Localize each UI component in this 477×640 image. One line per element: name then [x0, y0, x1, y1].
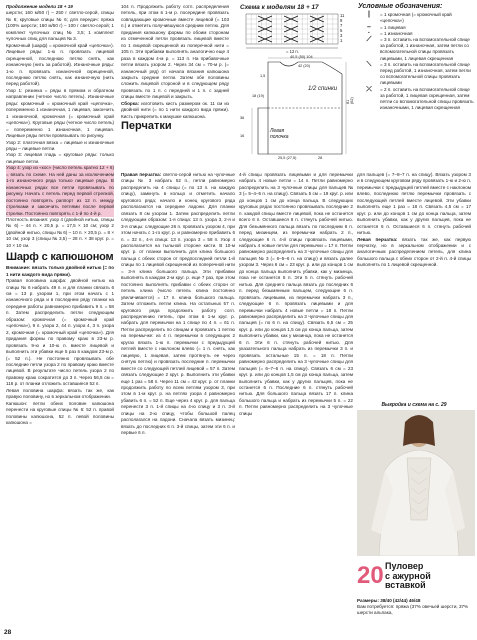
- thumb-paragraph: для пальцев (= 7–8–7 п. на спицу). Вязать узором 3 и в следующем круговом ряду провязать 1-ю и 2-ю п. перемычки с предыдущей петлей вместе с наклоном влево, последнюю петлю перемычки провязать с последующей петлей вместе лицевой. Эти убавки выполнять еще 1 раз = 18 п. Связать 4,5 см = 17 круг. р. или до концов 1 см до конца пальца, затем выполнить убавки, как у других пальцев, пока не останется 6 п. Оставшиеся 6 п. стянуть рабочей нитью.: [357, 172, 471, 236]
- hood-continued-paragraph: 104 п. Продолжить работу сотл. распределения петель, при этом в 1-м р. посередине провязать совпадающие кромочные вместе лицевой (= 103 п.) и отметить получившуюся средним петлю. Для придания капюшону формы по обоим сторонам из отмеченной петли провязать лицевой вместе по 1 лицевой скрещенной из поперечной нити = 105 п. Эти прибавки выполнять аналогично еще 4 раза в каждом 4-м р. = 113 п. На прибавочные петли вязать узором 2. Через 34 см = 70-м р. (= изнаночный ряд) от начала вязания капюшона закрыть средние петли. Затем обе половины сложить лицевой стороной и в следующем ряду провязать по 1 п. с передней и 1 п. с задней спицы вместе лицевой и закрыть.: [121, 4, 229, 100]
- model-details: [357, 598, 473, 617]
- legend-text: = 1 кромочная (= кромочный край «цепочка»): [380, 12, 452, 24]
- pattern-link: Выкройка и схема на с. 29: [381, 402, 447, 408]
- text-column-5: [357, 172, 471, 269]
- pattern1-paragraph: Узор 1: резинка = ряды в прямом и обратном направлении (четное число петель). Изнаночные ряды: кромочный = кромочный край «цепочка», попеременно 1 изнаночная, 1 лицевая, закончить 1 изнаночной, кромочная (= кромочный край «цепочка»). Круговые ряды (четное число петель) = попеременно 1 изнаночная, 1 лицевая. Лицевые ряды петли провязывать по рисунку.: [6, 87, 114, 139]
- legend-item: [358, 87, 474, 112]
- model-photo-illustration: [357, 410, 475, 556]
- model-name-line: вставкой: [385, 580, 426, 590]
- model-sizes: Размеры: 38/40 (42/44) 46/48: [357, 598, 421, 603]
- hood-paragraph: Капюшон: петли обеих половин капюшона перенести на круговые спицы № 6: 52 п. правой половины капюшона, 52 п. левой половины капюшона =: [6, 400, 114, 426]
- legend-text: = 1 изнаночная: [380, 30, 413, 36]
- legend-symbol: ⟍: [366, 60, 372, 68]
- right-half-paragraph: Правая половина шарфа: двойной нитью на спицы № 6 набрать 49 п. и для планки связать 6 см = 13 р. узором 1, при этом начать с 1 изнаночного ряда и в последнем ряду планки на середине работы равномерно прибавить 9 п. = 58 п. Затем распределить петли следующим образом: кромочная (= кромочный край «цепочка»), 9 п. узора 2, 44 п. узора 4, 3 п. узора 2, кромочная (= кромочный край «цепочка»). Для придания формы по правому краю в 23-м р. провязать 9-ю и 10-ю п. вместе лицевой и выполнить эти убавки еще 5 раз в каждом 23-м р. (= 52 п.). Не постоянно провязывать обе последние петли узора 2 по правому краю вместе лицевой. В результате число петель узора 2 по правому краю сократится до 3 п. Через 56,5 см = 116 р. от планки отложить оставшиеся 52 п.: [6, 278, 114, 387]
- row-label: 1: [340, 38, 343, 43]
- text-column-3: [121, 172, 235, 437]
- legend-text: = 1 лицевая: [380, 24, 406, 30]
- legend-item: [358, 12, 474, 24]
- left-half-paragraph: Левая половина шарфа: вязать так же, как правую половину, но в зеркальном отображении.: [6, 387, 114, 400]
- dim-left2: 16: [240, 134, 245, 138]
- dim-bottom-left: 25,5 (27,5): [278, 156, 297, 160]
- legend: [358, 4, 474, 111]
- legend-symbol: –: [367, 23, 371, 31]
- right-glove-text: светло-серой нитью на чулочные спицы № 3 набрать 52 п., петли равномерно распределить на 4 спицы (= по 13 п. на каждую спицу), замкнуть в кольцо и отметить начало кругового ряда; начало и конец кругового ряда располагаются на середине ладони. Для планки связать 8 см узором 1. Затем распределить петли следующим образом: 1-я спица: 13 п. узора 3, 2-я и 3-я спицы: следующие 26 п. провязать узором 4, при этом начать с 1-го круг. р. и равномерно прибавить 6 п. = 32 п., 4-я спица: 13 п. узора 3 = 58 п. Узор 4 располагается на тыльной стороне кисти. В 10-м круг. р. от планки выполнить для клина большого пальца с обеих сторон от предпоследней петли 1-й спицы по 1 лицевой скрещенной из поперечной нити = 3-я клина большого пальца. Эти прибавки выполнять в каждом 2-м круг. р. еще 7 раз, при этом постоянно выполнять прибавки с обеих сторон от петель клина (число петель клина постоянно увеличивается) = 17 п. клина большого пальца. Затем отложить петли клина. На остальных 57 п. кругового ряда продолжить работу согл. распределению петель, при этом в 1-м круг. р. набрать для перемычки на 1 спице по 4 п. = 61 п. Петли распределить по спицам и провязать 1 петлю на перемычке: из 4 п. перемычки в следующих 2 кругах вязать 1-ю п. перемычки с предыдущей петлей вместе с наклоном влево (= 1 п. снять, как лицевую, 1 лицевая, затем протянуть ее через снятую петлю) и провязать последние п. перемычки вместе со следующей петлей лицевой = 57 п. Затем связать следующие 2 круг. р. Выполнить эти убавки еще 1 раз = 58 п. Через 11 см = 42 круг. р. от планки продолжить работу по всем петлям узором 3, при этом в 1-м круг. р. на петлях узора 4 равномерно убавить 6 п. = 52 п. Еще через 4 круг. р. для пальца перенести 3 п. 1-й спицы на 4-ю спицу и 3 п. 3-й спицы на 2-ю спицу, чтобы большой палец располагался на ладони. Сначала вязать мизинец: вязать до последних 6 п. 3-й спицы, затем эти 6 п. и первые 6 п.: [121, 172, 235, 436]
- garment-pattern: [258, 62, 342, 154]
- model-photo: [357, 410, 475, 556]
- row-label: 11: [340, 13, 345, 18]
- model-title-block: [357, 560, 475, 632]
- legend-text: = 2 п. оставить на вспомогательной спице за работой, 1 лицевая скрещенная, затем петли со вспомогательной спицы провязать изнаночными, 1 лицевая скрещенная: [380, 86, 474, 111]
- dim-h2: 1,5: [260, 74, 266, 78]
- row-label: 9: [340, 18, 343, 23]
- dim-side: 61 (62): [346, 97, 354, 104]
- model-yarn: Вам потребуется: пряжа (37% овечьей шерсти, 37% шерсти альпака,: [357, 604, 469, 616]
- legend-item: [358, 62, 474, 87]
- legend-symbol: |: [368, 11, 370, 19]
- shelf-label: Левая полочка: [270, 128, 289, 140]
- pattern4-paragraph: Узор 4: узор из «кос» (число петель кратно 12 + 6) = вязать по схеме. На ней даны за исключением 1-го изнаночного ряда только лицевые ряды. В изнаночных рядах все петли провязывать по рисунку. Начать с петель перед первой стрелкой, постоянно повторять раппорт из 12 п. между стрелками и закончить петлями после первой стрелки. Постоянно повторять с 1-й по 4-й р.: [6, 165, 114, 216]
- text-column-1: [6, 4, 114, 427]
- legend-symbol: ⤫: [366, 85, 372, 93]
- page-number: 28: [4, 629, 12, 636]
- dim-h1: 18 (19): [252, 94, 265, 98]
- model-name-line: с ажурной: [385, 570, 431, 581]
- fingers-paragraph: 4-й спицы провязать лицевыми и для перемычки набрать 4 новые петли = 14 п. Петли равномерно распределить на 3 чулочные спицы для пальцев № 3 (= 5–4–5 п. на спицу). Связать 5 см = 19 круг. р. или до концов 1 см до конца пальца. В следующих круговых рядах постоянно провязывать последние 2 п. каждой спицы вместе лицевой, пока не останется всего 6 п. Оставшиеся 6 п. стянуть рабочей нитью. Для безымянного пальца вязать по последним 6 п. перед мизинцем, из перемычки набрать 2 п., следующие 6 п. 4-й спицы провязать лицевыми, набрать 4 новые петли для перемычки = 17 п. Петли равномерно распределить на 3 чулочные спицы для пальцев № 3 (= 6–5–6 п. на спицу) и вязать далее узором 3. Через 6 см = 23 круг. р. или до концов 1 см до конца пальца выполнить убавки, как у мизинца, пока не останется 5 п. Эти 5 п. стянуть рабочей нитью. Для среднего пальца вязать до последних 6 п. перед безымянным пальцем, следующие 6 п. провязать лицевыми, из перемычки набрать 3 п., следующие 6 п. провязать лицевыми и для перемычки набрать 4 новые петли = 18 п. Петли равномерно распределить на 3 чулочные спицы для пальцев (= по 6 п. на спицу). Связать 6,5 см = 25 круг. р. или до концов 1,5 см до конца пальца, затем выполнить убавки, как у мизинца, пока не останется 6 п. Эти 6 п. стянуть рабочей нитью. Для указательного пальца набрать из перемычки 3 п. и провязать остальные 15 п. = 18 п. Петли равномерно распределить на 3 чулочные спицы для пальцев (= 6–7–6 п. на спицу). Связать 6 см = 23 круг. р. или до концов 1,5 см до конца пальца, затем выполнить убавки, как у других пальцев, пока не останется 6 п. Последние 6 п. стянуть рабочей нитью. Для большого пальца вязать 17 п. клина большого пальца и набрать из перемычки 5 п. = 22 п. Петли равномерно распределить на 3 чулочные спицы: [239, 172, 353, 416]
- left-glove-heading: Левая перчатка:: [357, 236, 398, 242]
- legend-text: = 3 п. оставить на вспомогательной спице за работой, 1 изнаночная, затем петли со вспомогательной спицы провязать лицевыми, 1 лицевая скрещенная: [380, 37, 470, 61]
- assembly-text: изготовить кисть размером ок. 11 см из двойной нити (= по 1 нити каждого вида пряжи). Кисть прикрепить к макушке капюшона.: [121, 100, 229, 119]
- scarf-title: Шарф с капюшоном: [6, 251, 114, 264]
- assembly-heading: Сборка:: [121, 100, 140, 106]
- attention-paragraph: Внимание: вязать только двойной нитью (= по 1 нити каждого вида пряжи).: [6, 265, 114, 277]
- row-label: 3: [340, 33, 343, 38]
- text-column-4: [239, 172, 353, 417]
- gloves-title: Перчатки: [121, 120, 172, 133]
- pattern2-paragraph: Узор 2: платочная вязка = лицевые и изнаночные ряды – лицевые петли.: [6, 139, 114, 151]
- model-name-line: Пуловер: [385, 561, 424, 571]
- dim-left1: 36: [240, 116, 245, 120]
- right-glove-heading: Правая перчатка:: [121, 172, 162, 177]
- half-back-label: 1/2 спинки: [308, 86, 338, 92]
- row-label: 5: [340, 28, 343, 33]
- schema-diagram: [238, 4, 355, 170]
- dim-top2: 42 (20): [298, 64, 311, 68]
- left-glove-text: вязать так же, как первую перчатку, но в зеркальном отображении и с аналогичным распределением петель, для клина большого пальца с обеих сторон от 2-й п. 4-й спицы выполнять по 1 лицевой скрещенной.: [357, 236, 471, 268]
- gauge-paragraph: Плотность вязания: узор 4 (двойной нитью, спицы № 6) – 44 п. × 20,5 р. = 17,5 × 10 см; узор 2 (двойной нитью, спицы № 6) – 10 п. × 20,5 р. = 8 × 10 см; узор 3 (спицы № 3,5) – 28 п. × 38 круг. р. = 10 × 10 см.: [6, 216, 114, 248]
- schema-title: Схема к моделям 18 + 17: [240, 4, 319, 11]
- pattern3-paragraph: Узор 3: лицевая гладь = круговые ряды: только лицевые петли.: [6, 152, 114, 164]
- legend-symbol: ⟋: [366, 36, 372, 44]
- row-label: 7: [340, 23, 343, 28]
- text-column-2: [121, 4, 229, 135]
- legend-item: [358, 37, 474, 62]
- continued-heading: Продолжение модели 18 + 19: [6, 4, 73, 9]
- dim-bottom-right: 28: [318, 156, 323, 160]
- legend-symbol: ·: [367, 29, 371, 37]
- model-number: 20: [357, 562, 384, 589]
- schema-svg: [238, 4, 355, 170]
- legend-text: = 3 п. оставить на вспомогательной спице перед работой, 1 изнаночная, затем петли со вспомогательной спицы провязать лицевыми: [380, 61, 471, 86]
- row-labels: [340, 13, 352, 43]
- rapport-label: = 12 п.: [286, 49, 299, 54]
- model-name: [385, 562, 431, 591]
- materials-paragraph: шерсти; 160 м/50 г) – 250 г светло-серой, спицы № 6; круговые спицы № 6; для передач: пряжа (100% шерсти; 160 м/50 г) – 100 г светло-серой; 1 комплект чулочных спиц № 3,5; 1 комплект чулочных спиц для пальцев № 3.: [6, 10, 114, 42]
- legend-title: Условные обозначения:: [358, 3, 443, 10]
- dim-top: 40,5 (50) 104: [290, 55, 313, 59]
- edge-paragraph: Кромочный (шарф) = кромочной край «цепочка»). Лицевые ряды: 1-ю п. провязать лицевой скрещенной, последнюю петлю снять, как изнаночную (нить за работой). Изнаночные ряды: 1-ю п. провязать изнаночной скрещенной, последнюю петлю снять, как изнаночную (нить перед работой).: [6, 42, 114, 87]
